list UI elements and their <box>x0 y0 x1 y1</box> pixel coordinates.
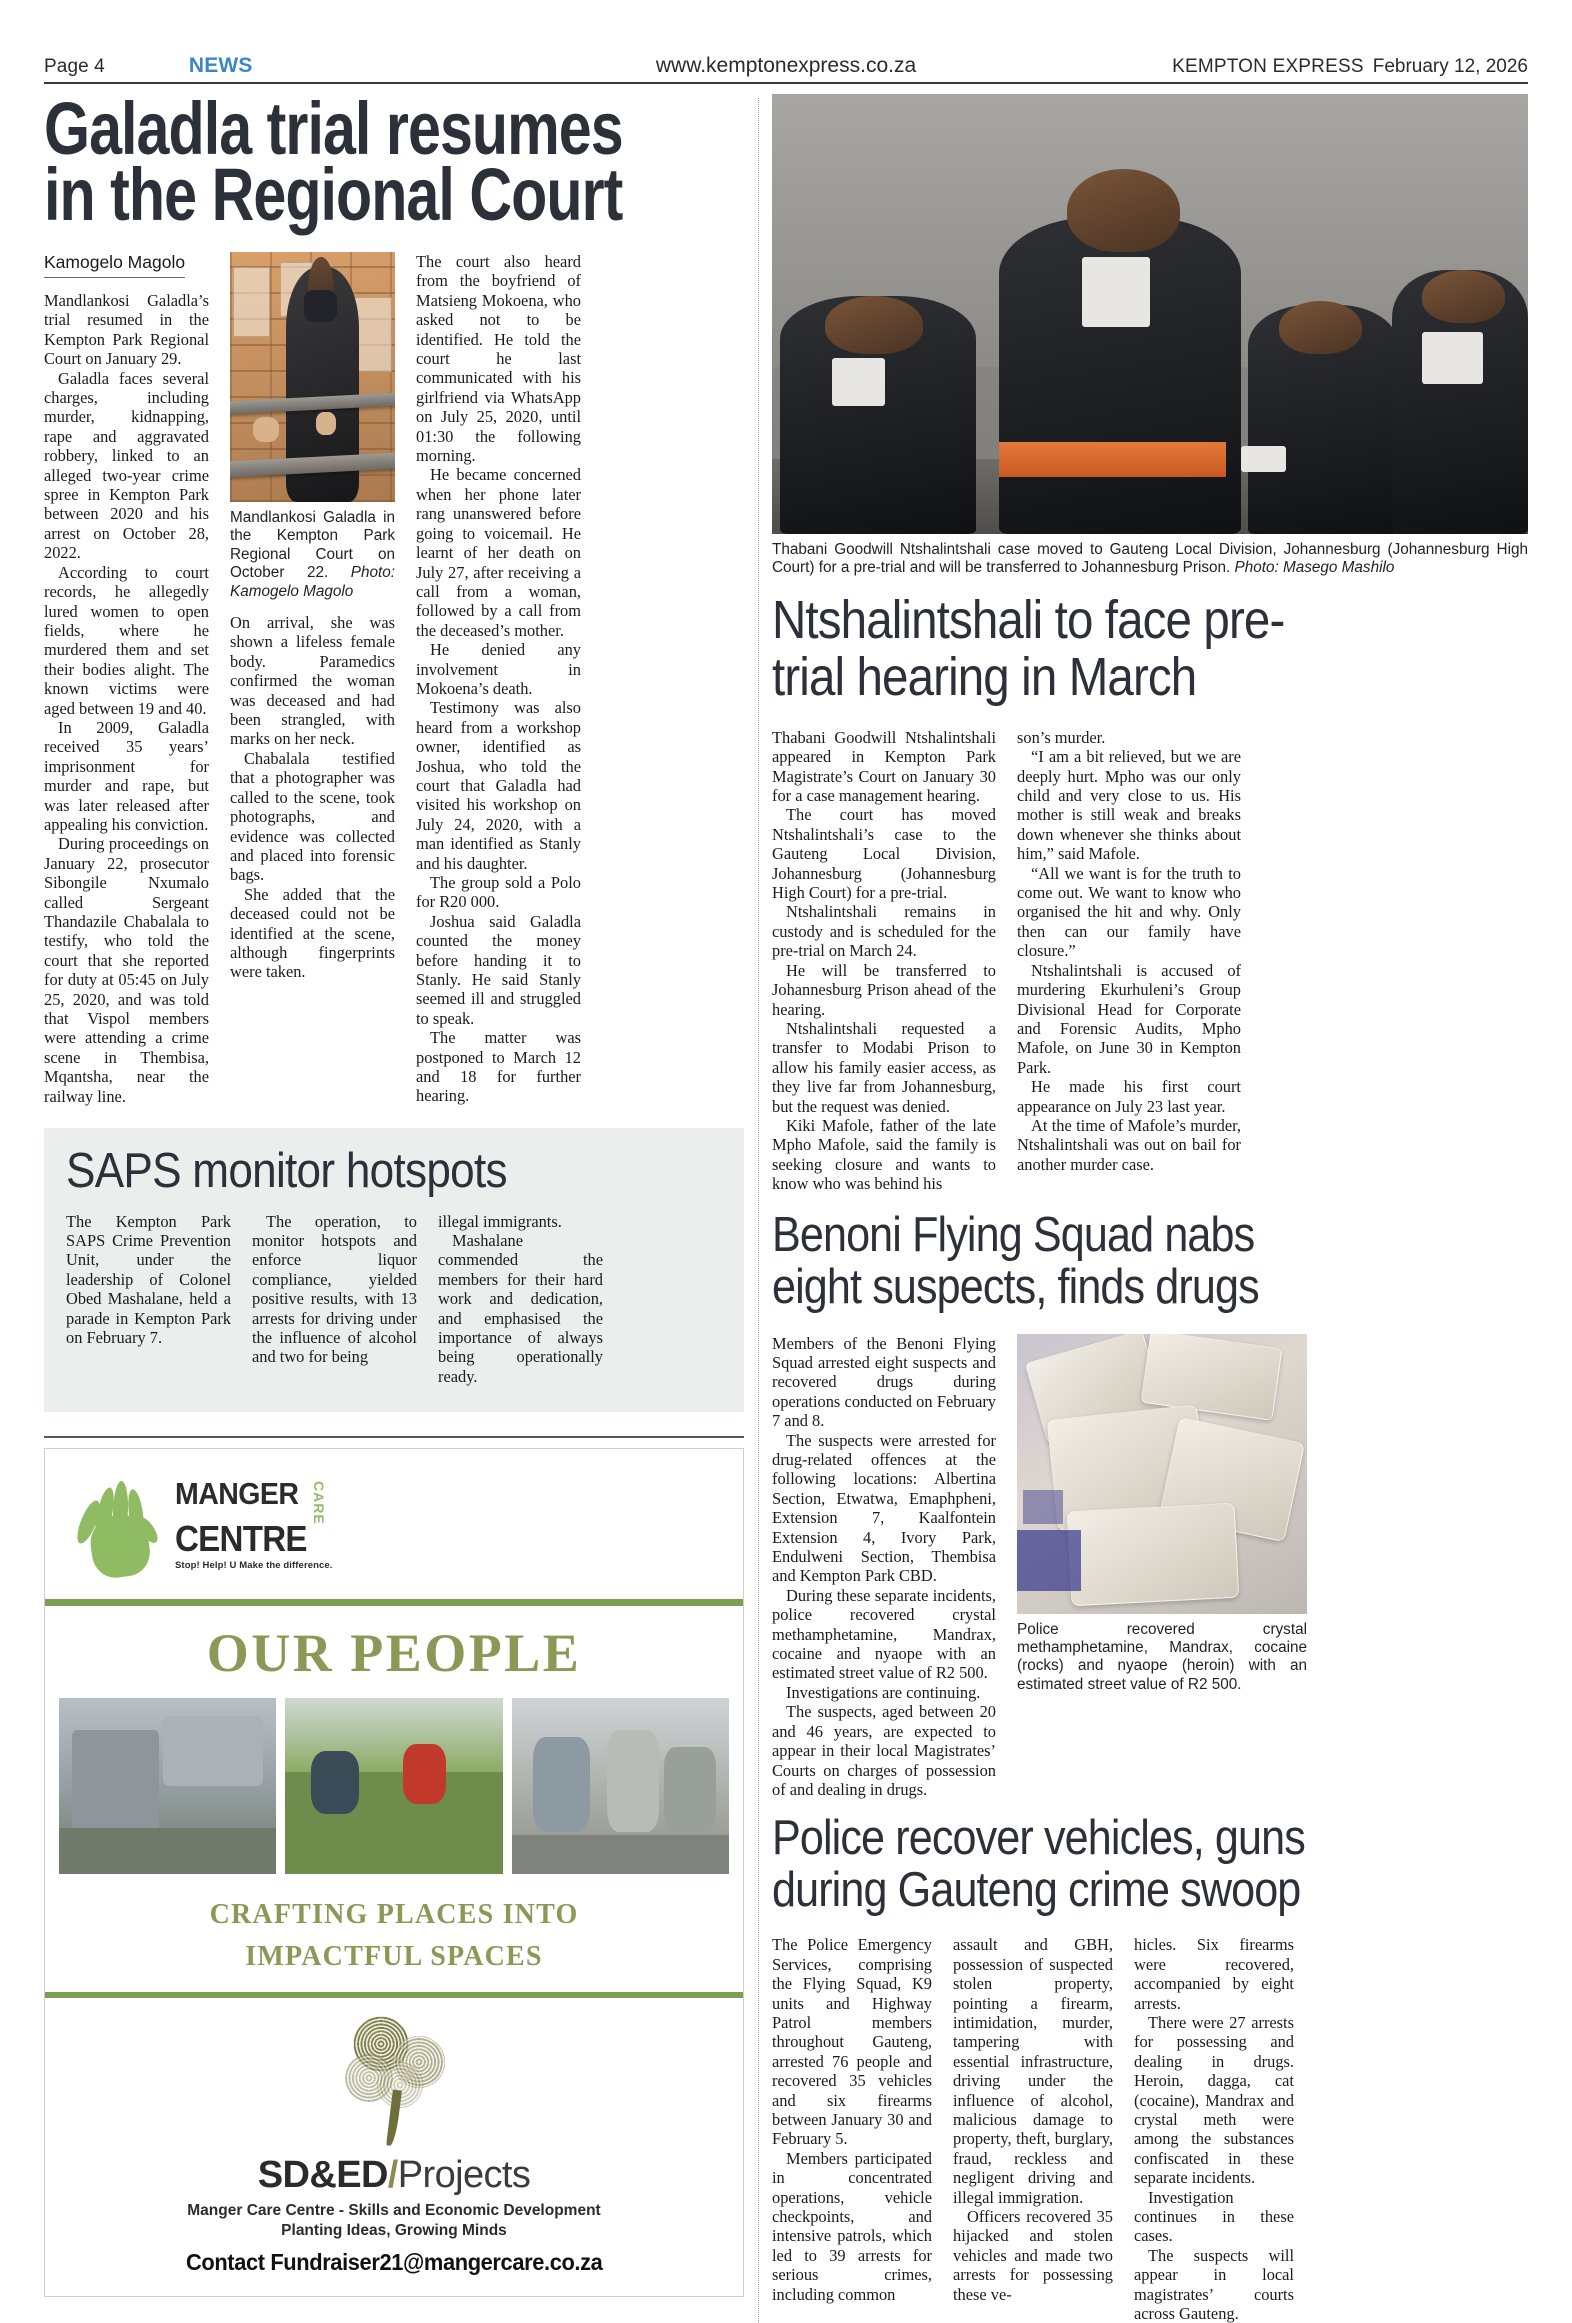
paragraph: According to court records, he allegedly lured women to open fields, where he murdered them and set their bodies alight. The known victims were aged between 19 and 40. <box>44 562 209 718</box>
page-number: Page 4 <box>44 56 105 77</box>
photo-credit: Photo: Masego Mashilo <box>1234 559 1395 577</box>
advert-slogan <box>45 1890 743 1992</box>
advert-logo-zone <box>45 1449 743 1599</box>
paragraph: Ntshalintshali is accused of murdering Ekurhuleni’s Group Divisional Head for Corporate and Forensic Audits, Mpho Mafole, on June 30 in Kempton Park. <box>1017 960 1241 1077</box>
paragraph: The suspects were arrested for drug-related offences at the following locations: Albertina Section, Etwatwa, Emaphpheni, Extension 7, Kaalfontein Extension 4, Ivory Park, Endulweni Section, Thembisa and Kempton Park CBD. <box>772 1430 996 1586</box>
police-headline-line1: Police recover vehicles, guns <box>772 1813 1305 1866</box>
paragraph: Joshua said Galadla counted the money before handing it to Stanly. He said Stanly seemed ill and struggled to speak. <box>416 911 581 1028</box>
paragraph: At the time of Mafole’s murder, Ntshalintshali was out on bail for another murder case. <box>1017 1115 1241 1174</box>
paragraph: The Kempton Park SAPS Crime Prevention Unit, under the leadership of Colonel Obed Mashalane, held a parade in Kempton Park on February 7. <box>66 1211 231 1347</box>
galadla-col-3 <box>416 252 581 1106</box>
galadla-col-1 <box>44 252 209 1106</box>
saps-headline: SAPS monitor hotspots <box>66 1144 507 1199</box>
paragraph: “I am a bit relieved, but we are deeply hurt. Mpho was our only child and very close to us. His mother is still weak and breaks down whenever she thinks about him,” said Mafole. <box>1017 747 1241 864</box>
advert-slogan-line2: IMPACTFUL SPACES <box>245 1941 543 1973</box>
byline: Kamogelo Magolo <box>44 252 185 278</box>
advert-banner-title: OUR PEOPLE <box>206 1623 582 1684</box>
paragraph: Investigation continues in these cases. <box>1134 2187 1294 2246</box>
advert-divider-top <box>45 1599 743 1606</box>
advert-sded-zone <box>45 1998 743 2296</box>
section-label: NEWS <box>188 54 253 77</box>
ntshalintshali-headline-line1: Ntshalintshali to face pre- <box>772 591 1285 650</box>
paragraph: The court has moved Ntshalintshali’s case to the Gauteng Local Division, Johannesburg (Johannesburg High Court) for a pre-trial. <box>772 805 996 903</box>
advert-slogan-line1: CRAFTING PLACES INTO <box>209 1899 579 1931</box>
benoni-photo-block <box>1017 1334 1307 1800</box>
police-col-1 <box>772 1935 932 2323</box>
benoni-headline-line1: Benoni Flying Squad nabs <box>772 1209 1255 1262</box>
police-col-3 <box>1134 1935 1294 2323</box>
police-col-2 <box>953 1935 1113 2323</box>
manger-care-logo <box>75 1473 713 1577</box>
masthead-right <box>1172 56 1528 78</box>
police-recover-headline <box>772 1813 1528 1931</box>
drugs-photo <box>1017 1334 1307 1614</box>
sded-subline-1: Manger Care Centre - Skills and Economic Development <box>187 2202 601 2220</box>
paragraph: The court also heard from the boyfriend of Matsieng Mokoena, who asked not to be identified. He told the court he last communicated with his girlfriend via WhatsApp on July 25, 2020, until 01:30 the following morning. <box>416 252 581 466</box>
sded-slash: / <box>387 2154 398 2197</box>
paragraph: Thabani Goodwill Ntshalintshali appeared in Kempton Park Magistrate’s Court on January 30 for a case management hearing. <box>772 727 996 806</box>
page-body <box>44 94 1528 2323</box>
paragraph: He denied any involvement in Mokoena’s death. <box>416 640 581 698</box>
benoni-headline-line2: eight suspects, finds drugs <box>772 1259 1259 1314</box>
ntshalintshali-col-2 <box>1017 728 1241 1194</box>
issue-date: February 12, 2026 <box>1372 56 1528 77</box>
advert-manger-care[interactable] <box>44 1448 744 2297</box>
paragraph: The suspects, aged between 20 and 46 years, are expected to appear in their local Magistrates’ Courts on charges of possession of and dealing in drugs. <box>772 1702 996 1799</box>
publication-name: KEMPTON EXPRESS <box>1172 56 1364 77</box>
saps-columns <box>66 1212 722 1387</box>
logo-line2: CENTRE <box>175 1518 307 1560</box>
advert-photo-strip <box>45 1698 743 1890</box>
paragraph: She added that the deceased could not be identified at the scene, although fingerprints were taken. <box>230 884 395 982</box>
logo-care-vertical: CARE <box>310 1480 327 1525</box>
paragraph: Members participated in concentrated operations, vehicle checkpoints, and intensive patrols, which led to 39 arrests for serious crimes, including common <box>772 2148 932 2304</box>
galadla-headline <box>44 94 744 242</box>
paragraph: During proceedings on January 22, prosecutor Sibongile Nxumalo called Sergeant Thandazile Chabalala to testify, who told the court that she reported for duty at 05:45 on July 25, 2020, and was told that Vispol members were attending a crime scene in Thembisa, Mqantsha, near the railway line. <box>44 834 209 1106</box>
logo-tagline: Stop! Help! U Make the difference. <box>175 1559 333 1571</box>
photo-credit: Photo: Kamogelo Magolo <box>230 564 395 600</box>
advert-photo-3 <box>512 1698 729 1874</box>
sded-wordmark <box>45 2154 743 2197</box>
ntshalintshali-photo-caption <box>772 541 1528 578</box>
police-headline-line2: during Gauteng crime swoop <box>772 1863 1301 1918</box>
paragraph: He made his first court appearance on July 23 last year. <box>1017 1077 1241 1116</box>
logo-line1: MANGER <box>175 1475 299 1511</box>
paragraph: On arrival, she was shown a lifeless female body. Paramedics confirmed the woman was deceased and had been strangled, with marks on her neck. <box>230 613 395 749</box>
paragraph: Officers recovered 35 hijacked and stolen vehicles and made two arrests for possessing these ve- <box>953 2207 1113 2304</box>
saps-col-2 <box>252 1212 417 1387</box>
benoni-article <box>772 1334 1528 1800</box>
paragraph: hicles. Six firearms were recovered, accompanied by eight arrests. <box>1134 1935 1294 2013</box>
left-column <box>44 94 744 2323</box>
paragraph: Ntshalintshali remains in custody and is scheduled for the pre-trial on March 24. <box>772 902 996 961</box>
sded-brand-light: Projects <box>397 2154 531 2197</box>
paragraph: Galadla faces several charges, including murder, kidnapping, rape and aggravated robbery, linked to an alleged two-year crime spree in Kempton Park between 2020 and his arrest on October 28, 2022. <box>44 368 209 563</box>
galadla-headline-line2: in the Regional Court <box>44 152 623 236</box>
paragraph: illegal immigrants. <box>438 1211 562 1231</box>
manger-wordmark <box>175 1475 333 1571</box>
caption-text: Mandlankosi Galadla in the Kempton Park Regional Court on October 22. <box>230 509 395 582</box>
paragraph: The group sold a Polo for R20 000. <box>416 873 581 912</box>
paragraph: Testimony was also heard from a workshop owner, identified as Joshua, who told the court that Galadla had visited his workshop on July 24, 2020, with a man identified as Stanly and his daughter. <box>416 698 581 873</box>
caption-text: Thabani Goodwill Ntshalintshali case moved to Gauteng Local Division, Johannesburg (Johannesburg High Court) for a pre-trial and will be transferred to Johannesburg Prison. <box>772 541 1528 577</box>
paragraph: “All we want is for the truth to come out. We want to know who organised the hit and why. Only then can our family have closure.” <box>1017 863 1241 961</box>
paragraph: The matter was postponed to March 12 and 18 for further hearing. <box>416 1028 581 1106</box>
masthead-rule <box>44 82 1528 84</box>
paragraph: During these separate incidents, police recovered crystal methamphetamine, Mandrax, cocaine and nyaope with an estimated street value of R2 500. <box>772 1585 996 1683</box>
paragraph: Investigations are continuing. <box>786 1682 981 1702</box>
advert-photo-1 <box>59 1698 276 1874</box>
right-column <box>772 94 1528 2323</box>
drugs-photo-caption: Police recovered crystal methamphetamine, Mandrax, cocaine (rocks) and nyaope (heroin) with an estimated street value of R2 500. <box>1017 1620 1307 1693</box>
galadla-col-2 <box>230 252 395 1106</box>
benoni-headline <box>772 1210 1528 1328</box>
paragraph: There were 27 arrests for possessing and dealing in drugs. Heroin, dagga, cat (cocaine), Mandrax and crystal meth were among the substances confiscated in these separate incidents. <box>1134 2012 1294 2188</box>
police-recover-article <box>772 1935 1528 2323</box>
paragraph: He will be transferred to Johannesburg Prison ahead of the hearing. <box>772 960 996 1019</box>
ntshalintshali-col-1 <box>772 728 996 1194</box>
ntshalintshali-article <box>772 728 1528 1194</box>
sded-subline-2: Planting Ideas, Growing Minds <box>281 2222 507 2240</box>
paragraph: The Police Emergency Services, comprising the Flying Squad, K9 units and Highway Patrol members throughout Gauteng, arrested 76 people and recovered 35 vehicles and six firearms between January 30 and February 5. <box>772 1935 932 2149</box>
galadla-article <box>44 252 744 1106</box>
paragraph: The suspects will appear in local magistrates’ courts across Gauteng. <box>1134 2245 1294 2323</box>
hand-icon <box>75 1473 167 1577</box>
sded-flower-icon <box>319 2014 469 2154</box>
saps-article <box>44 1128 744 1412</box>
paragraph: son’s murder. <box>1017 727 1106 747</box>
advert-contact-email[interactable]: Contact Fundraiser21@mangercare.co.za <box>185 2249 603 2276</box>
paragraph: Kiki Mafole, father of the late Mpho Mafole, said the family is seeking closure and wants to know who was behind his <box>772 1115 996 1194</box>
galadla-photo-caption <box>230 509 395 601</box>
saps-col-1 <box>66 1212 231 1387</box>
masthead <box>44 38 1528 80</box>
saps-col-3 <box>438 1212 603 1387</box>
paragraph: Members of the Benoni Flying Squad arrested eight suspects and recovered drugs during operations conducted on February 7 and 8. <box>772 1333 996 1431</box>
paragraph: Chabalala testified that a photographer was called to the scene, took photographs, and evidence was collected and placed into forensic bags. <box>230 748 395 885</box>
advert-top-rule <box>44 1436 744 1438</box>
website-url[interactable]: www.kemptonexpress.co.za <box>655 54 917 77</box>
ntshalintshali-headline-line2: trial hearing in March <box>772 647 1197 708</box>
paragraph: The operation, to monitor hotspots and enforce liquor compliance, yielded positive results, with 13 arrests for driving under the influence of alcohol and two for being <box>252 1211 417 1367</box>
paragraph: assault and GBH, possession of suspected stolen property, pointing a firearm, intimidation, murder, tampering with essential infrastructure, driving under the influence of alcohol, malicious damage to property, theft, burglary, fraud, reckless and negligent driving and illegal immigration. <box>953 1935 1113 2207</box>
paragraph: Ntshalintshali requested a transfer to Modabi Prison to allow his family easier access, as they live far from Johannesburg, but the request was denied. <box>772 1018 996 1116</box>
paragraph: Mashalane commended the members for their hard work and dedication, and emphasised the importance of always being operationally ready. <box>438 1230 603 1386</box>
advert-photo-2 <box>285 1698 502 1874</box>
paragraph: He became concerned when her phone later rang unanswered before going to voicemail. He learnt of her death on July 27, after receiving a call from a woman, followed by a call from the deceased’s mother. <box>416 465 581 640</box>
ntshalintshali-headline <box>772 592 1528 720</box>
benoni-col-1 <box>772 1334 996 1800</box>
paragraph: In 2009, Galadla received 35 years’ imprisonment for murder and rape, but was later released after appealing his conviction. <box>44 717 209 834</box>
galadla-headline-line1: Galadla trial resumes <box>44 94 623 170</box>
paragraph: Mandlankosi Galadla’s trial resumed in the Kempton Park Regional Court on January 29. <box>44 291 209 369</box>
galadla-court-photo <box>230 252 395 502</box>
column-gutter <box>744 94 772 2323</box>
ntshalintshali-courtroom-photo <box>772 94 1528 534</box>
sded-brand-bold: SD&ED <box>257 2154 388 2197</box>
